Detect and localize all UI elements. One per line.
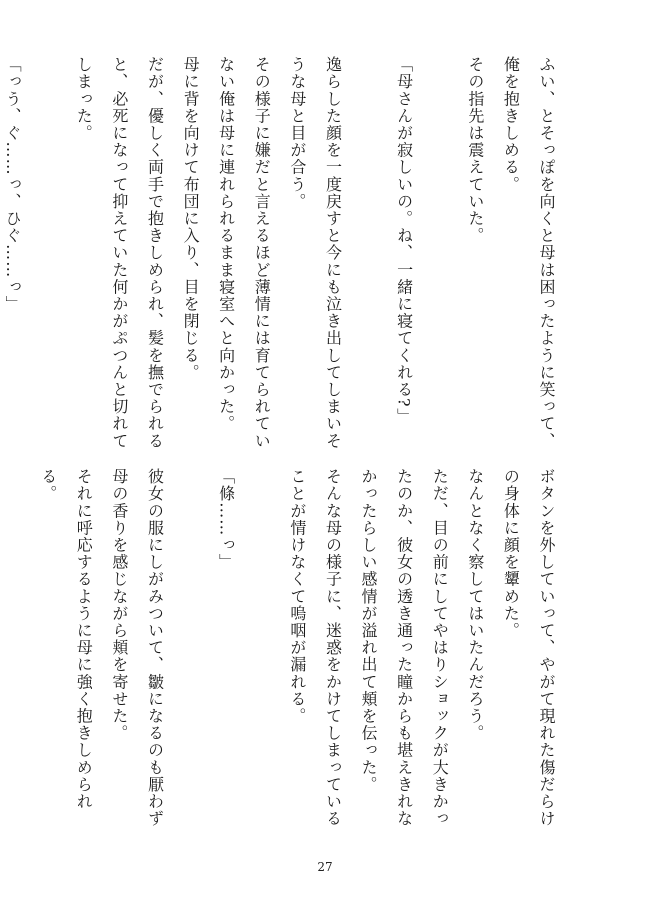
text-line: 逸らした顔を一度戻すと今にも泣き出してしまいそうな母と目が合う。 [287, 56, 343, 450]
text-line: 彼女の服にしがみついて、皺になるのも厭わず母の香りを感じながら頬を寄せた。 [109, 468, 165, 828]
blank-line [244, 468, 280, 828]
blank-line [172, 468, 208, 828]
text-line: その様子に嫌だと言えるほど薄情には育てられていない俺は母に連れられるまま寝室へと向かった。 [216, 56, 272, 450]
text-line: そんな母の様子に、迷惑をかけてしまっていることが情けなくて嗚咽が漏れる。 [287, 468, 343, 828]
text-line: 「っう、ぐ……っ、ひぐ……っ」 [3, 56, 23, 313]
text-line: ふい、とそっぽを向くと母は困ったように笑って、俺を抱きしめる。 [501, 56, 556, 450]
text-line: だが、優しく両手で抱きしめられ、髪を撫でられると、必死になって抑えていた何かがぷつんと切れてしまった。 [74, 56, 165, 450]
text-line: ボタンを外していって、やがて現れた傷だらけの身体に顔を顰めた。 [501, 468, 556, 828]
text-line: なんとなく察してはいたんだろう。 [465, 468, 485, 742]
text-line: ただ、目の前にしてやはりショックが大きかったのか、彼女の透き通った瞳からも堪えきれなかったらしい感情が溢れ出て頬を伝った。 [359, 468, 450, 828]
text-line: それに呼応するように母に強く抱きしめられる。 [38, 468, 94, 810]
text-line: 母に背を向けて布団に入り、目を閉じる。 [181, 56, 201, 381]
blank-line [350, 56, 386, 451]
blank-line [422, 56, 458, 451]
text-line: 「母さんが寂しいの。ね、一緒に寝てくれる?」 [394, 56, 414, 425]
page-number: 27 [317, 860, 333, 874]
text-line: その指先は震えていた。 [465, 56, 485, 245]
blank-line [0, 468, 30, 828]
text-block-bottom [38, 468, 564, 828]
blank-line [30, 56, 66, 451]
text-block-top [3, 56, 564, 451]
text-line: 「條……っ」 [216, 468, 236, 571]
